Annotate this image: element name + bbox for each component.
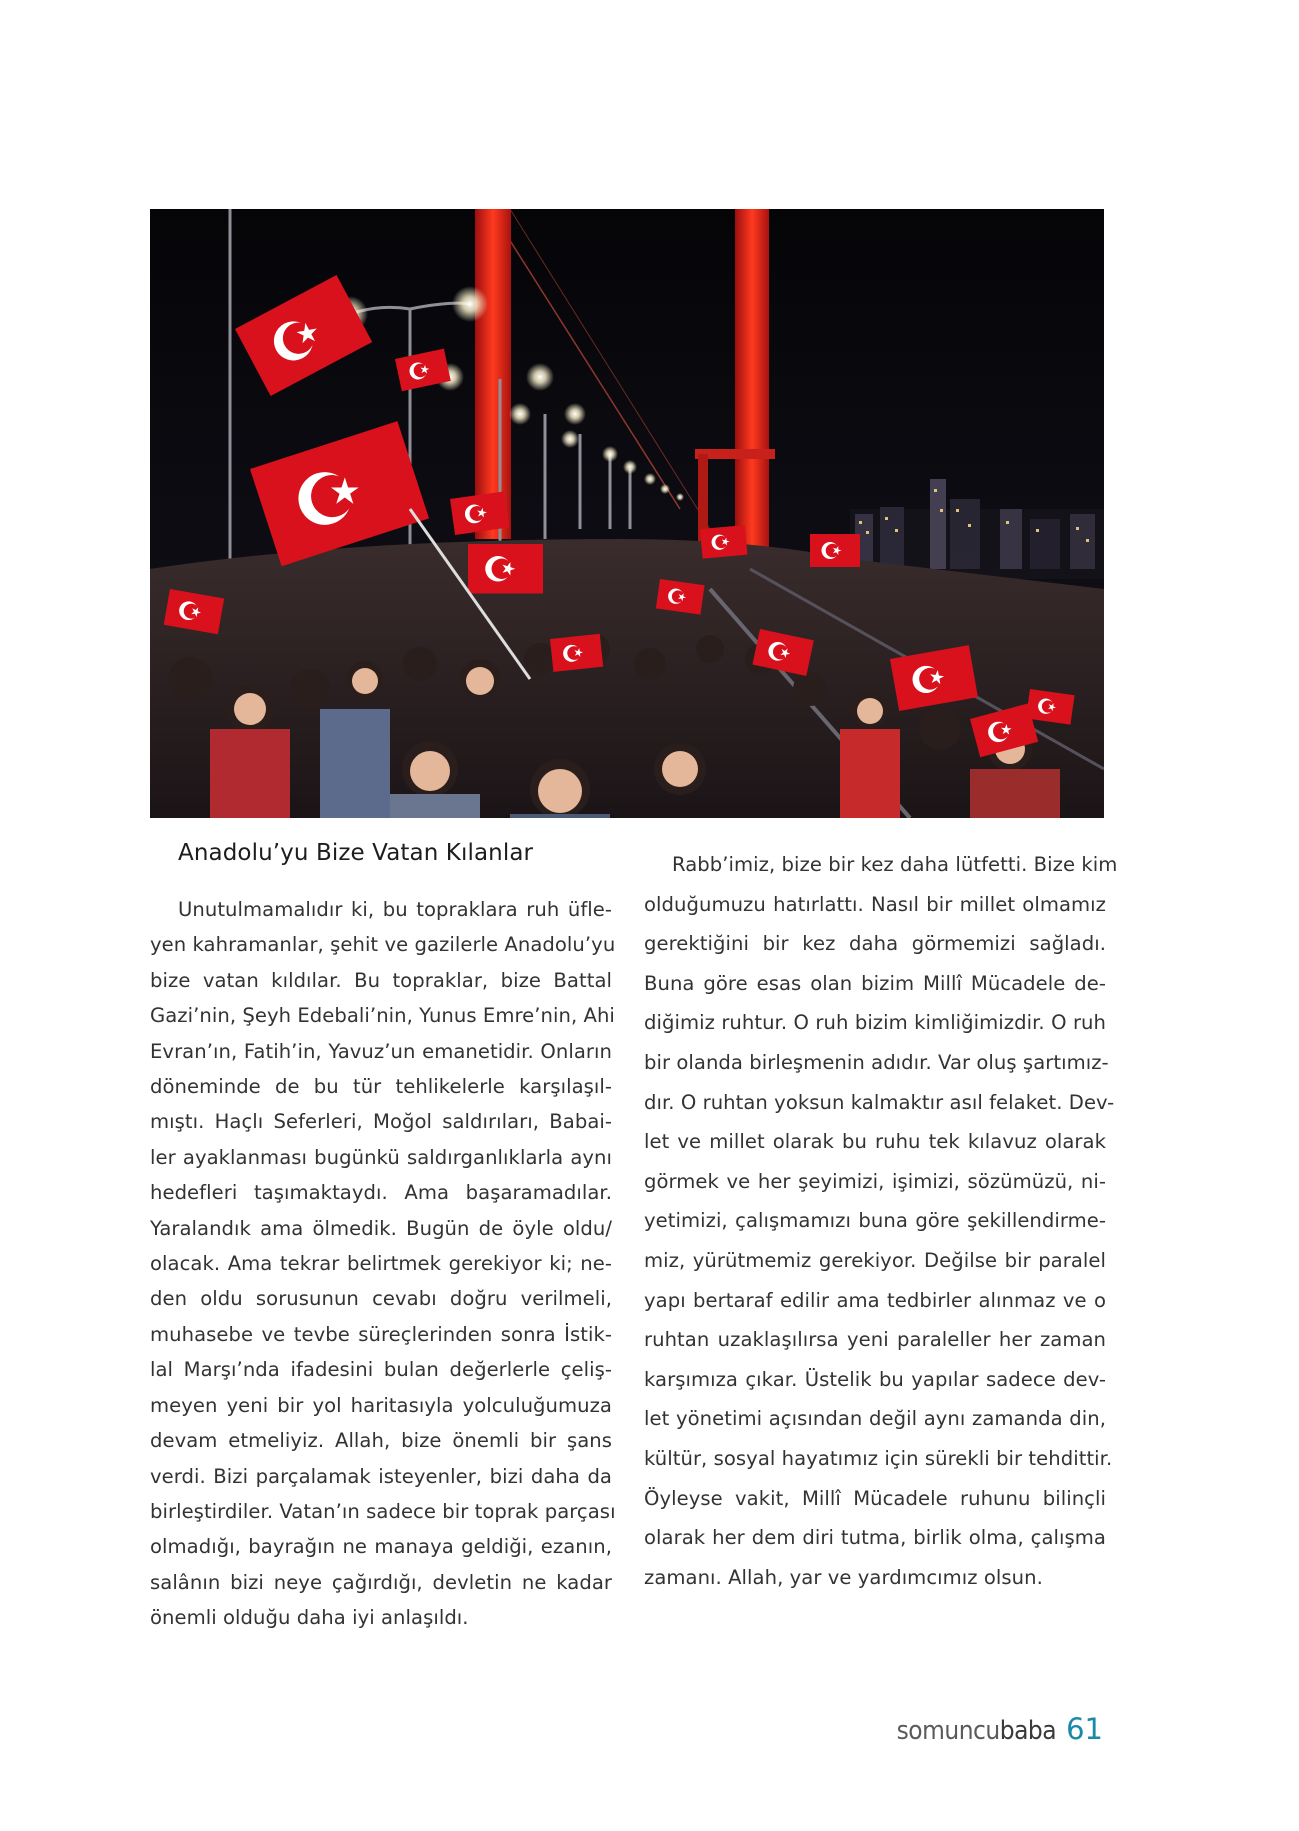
text-line: Öyleyse vakit, Millî Mücadele ruhunu bilinçli	[644, 1486, 1106, 1510]
text-line: bir olanda birleşmenin adıdır. Var oluş şartımız-	[644, 1050, 1109, 1074]
text-line: Evran’ın, Fatih’in, Yavuz’un emanetidir. Onların	[150, 1039, 612, 1063]
text-line: hedefleri taşımaktaydı. Ama başaramadılar.	[150, 1181, 612, 1205]
text-line: muhasebe ve tevbe süreçlerinden sonra İstik-	[150, 1322, 612, 1346]
text-line: salânın bizi neye çağırdığı, devletin ne kadar	[150, 1570, 612, 1594]
text-line: mıştı. Haçlı Seferleri, Moğol saldırıları, Babai-	[150, 1110, 612, 1134]
text-line: kültür, sosyal hayatımız için sürekli bir tehdittir.	[644, 1446, 1113, 1470]
bridge-crowd-photo	[150, 209, 1104, 818]
text-line: let ve millet olarak bu ruhu tek kılavuz olarak	[644, 1130, 1106, 1154]
text-line: olduğumuzu hatırlattı. Nasıl bir millet olmamız	[644, 892, 1106, 916]
text-line: önemli olduğu daha iyi anlaşıldı.	[150, 1606, 469, 1630]
photo-illustration	[150, 209, 1104, 818]
left-paragraph	[150, 892, 616, 1636]
text-line: gerektiğini bir kez daha görmemizi sağladı.	[644, 932, 1106, 956]
page-footer	[897, 1712, 1103, 1746]
text-line: lal Marşı’nda ifadesini bulan değerlerle çeliş-	[150, 1358, 612, 1382]
text-line: den oldu sorusunun cevabı doğru verilmeli,	[150, 1287, 612, 1311]
text-line: bize vatan kıldılar. Bu topraklar, bize Battal	[150, 968, 612, 992]
text-line: devam etmeliyiz. Allah, bize önemli bir şans	[150, 1429, 612, 1453]
right-paragraph	[644, 845, 1118, 1597]
text-line: Gazi’nin, Şeyh Edebali’nin, Yunus Emre’nin, Ahi	[150, 1004, 615, 1028]
text-line: diğimiz ruhtur. O ruh bizim kimliğimizdir. O ruh	[644, 1011, 1106, 1035]
text-line: döneminde de bu tür tehlikelerle karşılaşıl-	[150, 1075, 612, 1099]
text-line: Rabb’imiz, bize bir kez daha lütfetti. Bize kim	[672, 853, 1118, 876]
text-line: Buna göre esas olan bizim Millî Mücadele de-	[644, 971, 1106, 995]
text-line: miz, yürütmemiz gerekiyor. Değilse bir paralel	[644, 1248, 1106, 1272]
magazine-logo	[897, 1716, 1057, 1746]
logo-part-2: baba	[999, 1716, 1057, 1746]
logo-part-1: somuncu	[896, 1716, 1000, 1746]
page-number: 61	[1066, 1712, 1103, 1746]
text-line: birleştirdiler. Vatan’ın sadece bir toprak parçası	[150, 1499, 616, 1523]
text-line: olmadığı, bayrağın ne manaya geldiği, ezanın,	[150, 1535, 612, 1559]
text-line: ruhtan uzaklaşılırsa yeni paraleller her zaman	[644, 1328, 1106, 1352]
text-line: ler ayaklanması bugünkü saldırganlıklarla aynı	[150, 1145, 612, 1169]
text-line: olarak her dem diri tutma, birlik olma, çalışma	[644, 1526, 1106, 1550]
text-line: meyen yeni bir yol haritasıyla yolculuğumuza	[150, 1393, 612, 1417]
text-line: Yaralandık ama ölmedik. Bugün de öyle oldu/	[150, 1216, 612, 1240]
text-line: yapı bertaraf edilir ama tedbirler alınmaz ve o	[644, 1288, 1106, 1312]
text-line: görmek ve her şeyimizi, işimizi, sözümüzü, ni-	[644, 1169, 1106, 1193]
right-column	[644, 845, 1118, 1597]
left-column	[150, 840, 616, 1636]
text-line: yetimizi, çalışmamızı buna göre şekillendirme-	[644, 1209, 1106, 1233]
text-line: zamanı. Allah, yar ve yardımcımız olsun.	[644, 1565, 1043, 1589]
text-line: let yönetimi açısından değil aynı zamanda din,	[644, 1407, 1106, 1431]
text-line: olacak. Ama tekrar belirtmek gerekiyor ki; ne-	[150, 1252, 612, 1276]
text-line: karşımıza çıkar. Üstelik bu yapılar sadece dev-	[644, 1367, 1106, 1391]
text-line: Unutulmamalıdır ki, bu topraklara ruh üfle-	[178, 898, 612, 921]
text-line: yen kahramanlar, şehit ve gazilerle Anadolu’yu	[150, 933, 616, 957]
text-line: verdi. Bizi parçalamak isteyenler, bizi daha da	[150, 1464, 612, 1488]
section-heading: Anadolu’yu Bize Vatan Kılanlar	[178, 840, 534, 866]
text-line: dır. O ruhtan yoksun kalmaktır asıl felaket. Dev-	[644, 1090, 1115, 1114]
